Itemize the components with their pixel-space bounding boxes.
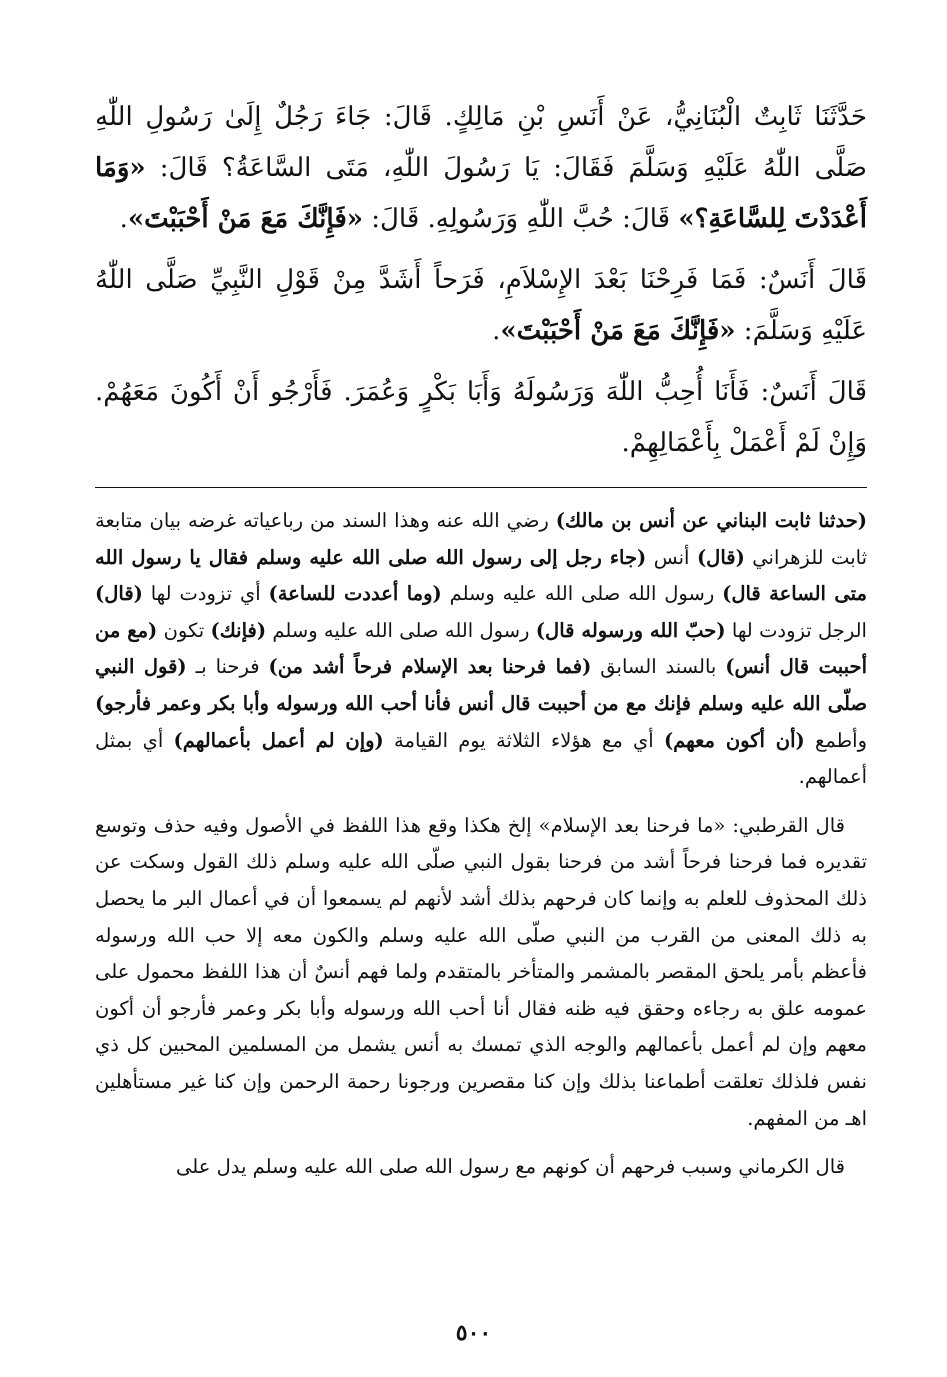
hadith-text: حَدَّثَنَا ثَابِتٌ الْبُنَانِيُّ، عَنْ أَنَسِ بْنِ مَالِكٍ. قَالَ: جَاءَ رَجُلٌ إِلَىٰ رَسُولِ اللّٰهِ صَلَّى اللّٰهُ عَلَيْهِ وَسَلَّمَ فَقَالَ: يَا رَسُولَ اللّٰهِ، مَتَى السَّاعَةُ؟ قَالَ: [95, 102, 867, 183]
commentary-bold: (قال) [95, 582, 143, 606]
commentary-bold: (جاء رجل إلى رسول الله صلى الله عليه وسلم فقال يا رسول الله متى الساعة قال) [95, 545, 867, 606]
commentary-bold: (حدثنا ثابت البناني عن أنس بن مالك) [555, 509, 867, 532]
hadith-text-block [95, 92, 867, 479]
commentary-bold: (وما أعددت للساعة) [268, 582, 442, 606]
commentary-block [95, 503, 867, 1198]
hadith-text: قَالَ: حُبَّ اللّٰهِ وَرَسُولِهِ. قَالَ: [363, 204, 679, 234]
commentary-text: رسول الله صلى الله عليه وسلم [441, 582, 723, 606]
commentary-text: تكون [157, 618, 211, 642]
commentary-paragraph-1 [95, 503, 867, 796]
hadith-text: . [492, 316, 501, 346]
hadith-text: قَالَ أَنَسٌ: فَمَا فَرِحْنَا بَعْدَ الإِسْلاَمِ، فَرَحاً أَشَدَّ مِنْ قَوْلِ النَّبِيِّ صَلَّى اللّٰهُ عَلَيْهِ وَسَلَّمَ: [95, 265, 867, 346]
commentary-bold: (أن أكون معهم) [663, 728, 805, 752]
commentary-bold: (فما فرحنا بعد الإسلام فرحاً أشد من) [268, 655, 592, 679]
page-number: ٥٠٠ [455, 1320, 492, 1346]
commentary-text: رضي الله عنه وهذا السند من رباعياته غرضه بيان متابعة ثابت للزهراني [95, 509, 868, 569]
commentary-text: بالسند السابق [591, 655, 726, 679]
hadith-quote-bold: «فَإِنَّكَ مَعَ مَنْ أَحْبَبْتَ» [500, 316, 736, 346]
commentary-bold: (قال) [696, 545, 745, 569]
commentary-bold: (قول النبي صلّى الله عليه وسلم فإنك مع من أحببت قال أنس فأنا أحب الله ورسوله وأبا بكر وعمر فأرجو) [95, 655, 867, 715]
hadith-text: . [119, 204, 128, 234]
hadith-quote-bold: «وَمَا أَعْدَدْتَ لِلسَّاعَةِ؟» [95, 153, 867, 234]
section-divider [95, 487, 867, 488]
commentary-bold: (حبّ الله ورسوله قال) [535, 618, 726, 642]
commentary-text: أي تزودت لها [142, 582, 269, 606]
commentary-text: رسول الله صلى الله عليه وسلم [266, 618, 536, 642]
commentary-bold: (وإن لم أعمل بأعمالهم) [173, 728, 384, 752]
commentary-text: وأطمع [804, 728, 867, 752]
commentary-bold: (فإنك) [210, 618, 267, 642]
hadith-paragraph-3 [95, 367, 867, 469]
commentary-text: أي مع هؤلاء الثلاثة يوم القيامة [383, 728, 664, 752]
commentary-text: فرحنا بـ [186, 655, 269, 679]
hadith-text: قَالَ أَنَسٌ: فَأَنَا أُحِبُّ اللّٰهَ وَرَسُولَهُ وَأَبَا بَكْرٍ وَعُمَرَ. فَأَرْجُو أَنْ أَكُونَ مَعَهُمْ. وَإِنْ لَمْ أَعْمَلْ بِأَعْمَالِهِمْ. [95, 377, 867, 458]
commentary-text: أي بمثل أعمالهم. [95, 728, 867, 789]
commentary-text: أنس [646, 545, 697, 569]
hadith-paragraph-2 [95, 255, 867, 357]
commentary-paragraph-2: قال القرطبي: «ما فرحنا بعد الإسلام» إلخ هكذا وقع هذا اللفظ في الأصول وفيه حذف وتوسع تقديره فما فرحنا فرحاً أشد من فرحنا بقول النبي صلّى الله عليه وسلم ذلك القول وسكت عن ذلك المحذوف للعلم به وإنما كان فرحهم بذلك أشد لأنهم لم يسمعوا أن في أعمال البر ما يحصل به ذلك المعنى من القرب من النبي صلّى الله عليه وسلم والكون معه إلا حب الله ورسوله فأعظم بأمر يلحق المقصر بالمشمر والمتأخر بالمتقدم ولما فهم أنسٌ أن هذا اللفظ محمول على عمومه علق به رجاءه وحقق فيه ظنه فقال أنا أحب الله ورسوله وأبا بكر وعمر فأرجو أن أكون معهم وإن لم أعمل بأعمالهم والوجه الذي تمسك به أنس يشمل من المسلمين المحبين كل ذي نفس فلذلك تعلقت أطماعنا بذلك وإن كنا مقصرين ورجونا رحمة الرحمن وإن كنا غير مستأهلين اهـ من المفهم. [95, 813, 867, 1130]
hadith-paragraph-1 [95, 92, 867, 245]
commentary-paragraph-3: قال الكرماني وسبب فرحهم أن كونهم مع رسول الله صلى الله عليه وسلم يدل على [176, 1155, 845, 1179]
commentary-text: الرجل تزودت لها [725, 618, 867, 642]
hadith-quote-bold: «فَإِنَّكَ مَعَ مَنْ أَحْبَبْتَ» [127, 204, 364, 234]
commentary-bold: (مع من أحببت قال أنس) [95, 618, 867, 679]
